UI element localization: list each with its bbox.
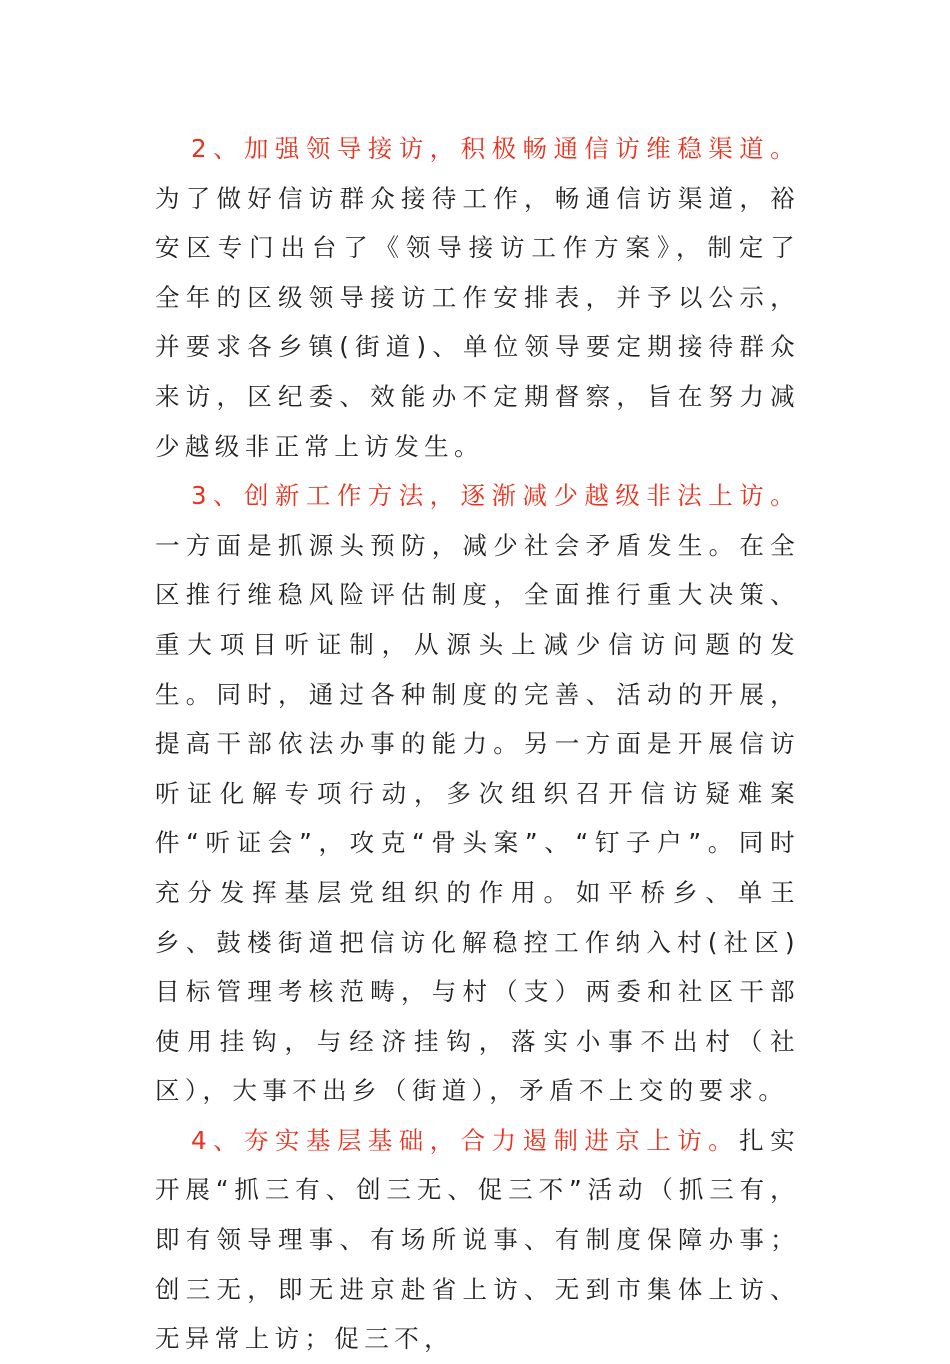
paragraph-heading: 3、创新工作方法，逐渐减少越级非法上访。 [191,481,800,511]
paragraph-heading: 4、夯实基层基础，合力遏制进京上访。 [191,1125,740,1155]
paragraph-4 [155,1116,800,1364]
paragraph-2 [155,124,800,471]
paragraph-body: 一方面是抓源头预防，减少社会矛盾发生。在全区推行维稳风险评估制度，全面推行重大决策、重大项目听证制，从源头上减少信访问题的发生。同时，通过各种制度的完善、活动的开展，提高干部依法办事的能力。另一方面是开展信访听证化解专项行动，多次组织召开信访疑难案件“听证会”，攻克“骨头案”、“钉子户”。同时充分发挥基层党组织的作用。如平桥乡、单王乡、鼓楼街道把信访化解稳控工作纳入村(社区)目标管理考核范畴，与村（支）两委和社区干部使用挂钩，与经济挂钩，落实小事不出村（社区），大事不出乡（街道），矛盾不上交的要求。 [155,530,800,1106]
paragraph-3 [155,471,800,1116]
paragraph-body: 为了做好信访群众接待工作，畅通信访渠道，裕安区专门出台了《领导接访工作方案》，制定了全年的区级领导接访工作安排表，并予以公示，并要求各乡镇(街道)、单位领导要定期接待群众来访，区纪委、效能办不定期督察，旨在努力减少越级非正常上访发生。 [155,183,800,461]
paragraph-body: 扎实开展“抓三有、创三无、促三不”活动（抓三有，即有领导理事、有场所说事、有制度保障办事；创三无，即无进京赴省上访、无到市集体上访、无异常上访；促三不， [155,1125,800,1354]
paragraph-heading: 2、加强领导接访，积极畅通信访维稳渠道。 [191,134,800,163]
document-page [155,124,800,1364]
